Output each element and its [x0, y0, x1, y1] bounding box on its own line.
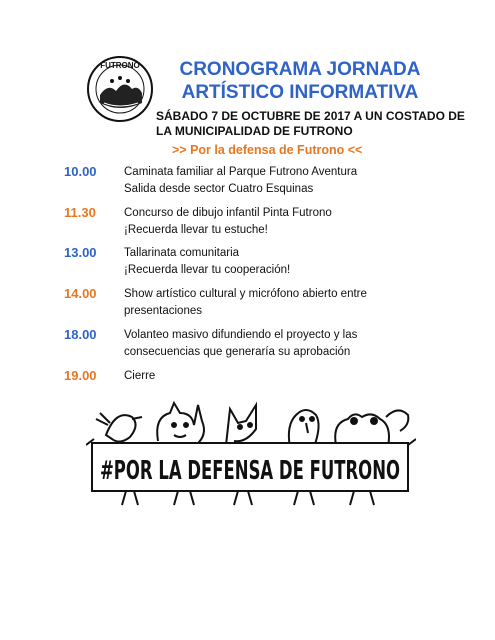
schedule-description [124, 368, 414, 385]
description-line-2: Salida desde sector Cuatro Esquinas [124, 183, 314, 195]
schedule-time: 11.30 [64, 205, 96, 220]
banner-text: #POR LA DEFENSA DE FUTRONO [100, 456, 400, 486]
description-line-2: consecuencias que generaría su aprobación [124, 346, 351, 358]
subtitle-line-2: LA MUNICIPALIDAD DE FUTRONO [156, 124, 353, 138]
subtitle-line-1: SÁBADO 7 DE OCTUBRE DE 2017 A UN COSTADO DE [156, 109, 465, 123]
schedule-time: 18.00 [64, 327, 97, 342]
description-line-1: Concurso de dibujo infantil Pinta Futrono [124, 207, 332, 219]
defense-banner-illustration [86, 395, 416, 510]
event-date-location [156, 109, 476, 139]
schedule-description [124, 245, 414, 279]
title-line-2: ARTÍSTICO INFORMATIVA [181, 82, 419, 103]
description-line-2: ¡Recuerda llevar tu estuche! [124, 224, 268, 236]
schedule-description [124, 327, 414, 361]
slogan: >> Por la defensa de Futrono << [172, 143, 363, 157]
description-line-2: presentaciones [124, 305, 202, 317]
schedule-description [124, 205, 414, 239]
futrono-logo [86, 55, 154, 123]
schedule-time: 10.00 [64, 164, 97, 179]
description-line-1: Show artístico cultural y micrófono abierto entre [124, 288, 367, 300]
description-line-1: Cierre [124, 370, 156, 382]
schedule-description [124, 286, 414, 320]
page-title [170, 58, 430, 104]
description-line-1: Caminata familiar al Parque Futrono Aventura [124, 166, 358, 178]
schedule-time: 19.00 [64, 368, 97, 383]
title-line-1: CRONOGRAMA JORNADA [179, 59, 421, 80]
description-line-1: Tallarinata comunitaria [124, 247, 240, 259]
description-line-2: ¡Recuerda llevar tu cooperación! [124, 264, 291, 276]
description-line-1: Volanteo masivo difundiendo el proyecto y las [124, 329, 358, 341]
logo-text: FUTRONO [100, 61, 140, 70]
schedule-description [124, 164, 414, 198]
schedule-time: 14.00 [64, 286, 97, 301]
schedule-time: 13.00 [64, 245, 97, 260]
